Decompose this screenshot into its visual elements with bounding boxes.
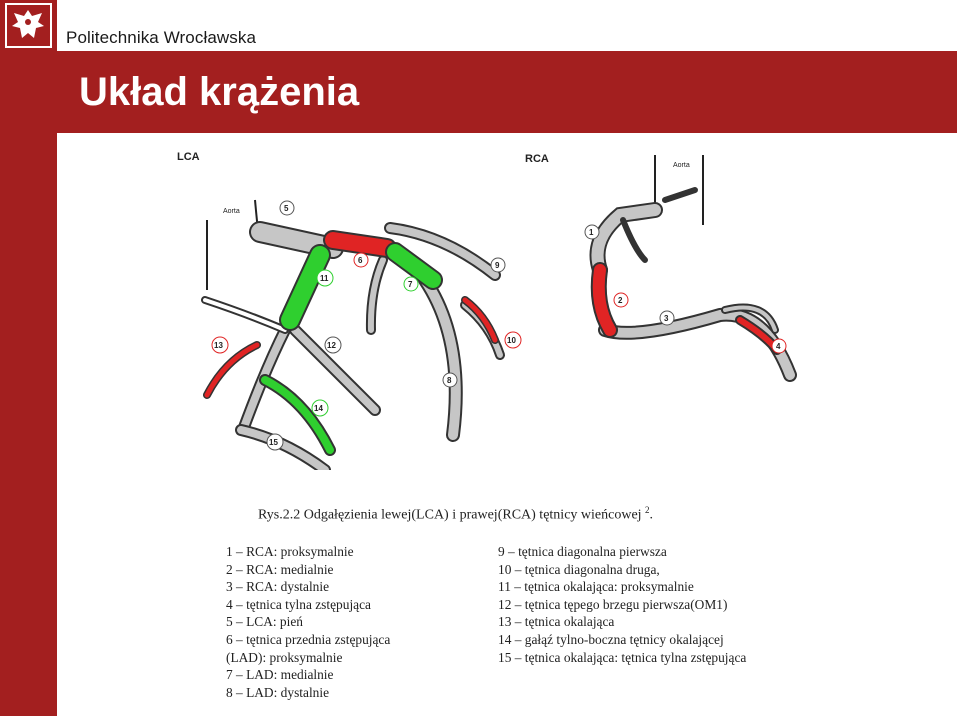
- svg-text:2: 2: [618, 296, 623, 305]
- svg-text:3: 3: [664, 314, 669, 323]
- side-accent-bar: [0, 51, 57, 716]
- figure-caption: [258, 505, 653, 524]
- marker-6: [354, 253, 368, 267]
- svg-text:9: 9: [495, 261, 500, 270]
- svg-text:10: 10: [507, 336, 516, 345]
- marker-3: [660, 311, 674, 325]
- legend-item: 14 – gałąź tylno-boczna tętnicy okalającej: [498, 631, 724, 647]
- university-logo: [0, 0, 57, 51]
- legend-right-column: [498, 543, 746, 666]
- legend-item: 6 – tętnica przednia zstępująca: [226, 631, 391, 647]
- marker-1: [585, 225, 599, 239]
- svg-text:8: 8: [447, 376, 452, 385]
- lca-aorta: [207, 200, 259, 290]
- svg-text:11: 11: [320, 274, 329, 283]
- legend-item: 7 – LAD: medialnie: [226, 667, 334, 683]
- marker-7: [404, 277, 418, 291]
- legend-item: 11 – tętnica okalająca: proksymalnie: [498, 579, 694, 595]
- caption-ref: 2: [645, 505, 650, 515]
- marker-15: [267, 434, 283, 450]
- rca-aorta-label: Aorta: [673, 162, 690, 169]
- marker-13: [212, 337, 228, 353]
- institution-name: Politechnika Wrocławska: [66, 28, 257, 47]
- legend-item: 13 – tętnica okalająca: [498, 614, 615, 630]
- eagle-crest-icon: [0, 0, 57, 51]
- legend-item: 5 – LCA: pień: [226, 614, 303, 630]
- coronary-arteries-diagram: [165, 140, 815, 470]
- lca-label: LCA: [177, 151, 200, 163]
- marker-8: [443, 373, 457, 387]
- legend-item: (LAD): proksymalnie: [226, 649, 343, 665]
- rca-vessels: [598, 190, 791, 375]
- legend-left-column: [226, 543, 390, 701]
- marker-9: [491, 258, 505, 272]
- svg-text:4: 4: [776, 342, 781, 351]
- marker-12: [325, 337, 341, 353]
- marker-5: [280, 201, 294, 215]
- lca-aorta-label: Aorta: [223, 208, 240, 215]
- legend-item: 3 – RCA: dystalnie: [226, 579, 330, 595]
- svg-text:12: 12: [327, 341, 336, 350]
- marker-14: [312, 400, 328, 416]
- svg-text:14: 14: [314, 404, 323, 413]
- legend-item: 15 – tętnica okalająca: tętnica tylna zstępująca: [498, 649, 747, 665]
- rca-label: RCA: [525, 153, 549, 165]
- marker-4: [772, 339, 786, 353]
- marker-11: [317, 270, 333, 286]
- caption-period: .: [649, 507, 654, 523]
- page-title: Układ krążenia: [79, 70, 360, 114]
- svg-text:7: 7: [408, 280, 413, 289]
- svg-text:1: 1: [589, 228, 594, 237]
- caption-text: Rys.2.2 Odgałęzienia lewej(LCA) i prawej(RCA) tętnicy wieńcowej: [258, 507, 642, 523]
- legend-item: 1 – RCA: proksymalnie: [226, 544, 354, 559]
- marker-2: [614, 293, 628, 307]
- marker-10: [505, 332, 521, 348]
- legend-item: 10 – tętnica diagonalna druga,: [498, 561, 660, 577]
- svg-text:6: 6: [358, 256, 363, 265]
- legend-item: 12 – tętnica tępego brzegu pierwsza(OM1): [498, 596, 728, 612]
- legend-item: 2 – RCA: medialnie: [226, 561, 334, 577]
- legend-item: 4 – tętnica tylna zstępująca: [226, 596, 372, 612]
- svg-text:15: 15: [269, 438, 278, 447]
- legend-item: 9 – tętnica diagonalna pierwsza: [498, 544, 667, 559]
- legend-item: 8 – LAD: dystalnie: [226, 684, 330, 700]
- svg-text:13: 13: [214, 341, 223, 350]
- svg-text:5: 5: [284, 204, 289, 213]
